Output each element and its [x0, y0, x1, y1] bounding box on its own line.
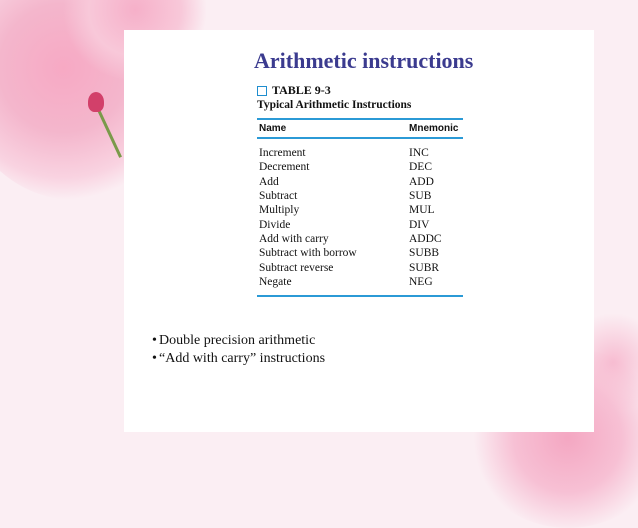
- square-outline-icon: [257, 86, 267, 96]
- instruction-name: Divide: [259, 218, 291, 231]
- instruction-name: Subtract reverse: [259, 261, 334, 274]
- bullet-text: Double precision arithmetic: [159, 333, 316, 348]
- table-row: [257, 160, 463, 174]
- table-subtitle: Typical Arithmetic Instructions: [257, 99, 412, 111]
- bullet-dot: •: [152, 351, 157, 366]
- table-row: [257, 217, 463, 231]
- table-header: [257, 120, 463, 137]
- instruction-mnemonic: SUBR: [409, 261, 440, 274]
- table-row: [257, 232, 463, 246]
- instruction-name: Add with carry: [259, 232, 329, 245]
- column-header-mnemonic: Mnemonic: [409, 123, 459, 134]
- table-row: [257, 260, 463, 274]
- instruction-name: Multiply: [259, 204, 300, 217]
- table-row: [257, 275, 463, 289]
- bullet-dot: •: [152, 333, 157, 348]
- instruction-mnemonic: ADDC: [409, 232, 442, 245]
- slide-panel: [124, 30, 594, 432]
- table-row: [257, 246, 463, 260]
- table-caption-row: [257, 83, 463, 98]
- instruction-mnemonic: INC: [409, 147, 429, 160]
- instruction-mnemonic: NEG: [409, 275, 433, 288]
- instruction-mnemonic: ADD: [409, 175, 434, 188]
- slide-title: Arithmetic instructions: [254, 48, 474, 73]
- instruction-mnemonic: MUL: [409, 204, 435, 217]
- table-caption: TABLE 9-3: [272, 83, 331, 97]
- table-row: [257, 189, 463, 203]
- instruction-name: Add: [259, 175, 279, 188]
- instruction-name: Decrement: [259, 161, 310, 174]
- column-header-name: Name: [259, 123, 287, 134]
- rose-bud-icon: [88, 92, 104, 112]
- instruction-name: Negate: [259, 275, 292, 288]
- table-row: [257, 146, 463, 160]
- instruction-mnemonic: SUB: [409, 190, 432, 203]
- table-rule-bottom: [257, 295, 463, 297]
- table-body: [257, 139, 463, 295]
- bullet-item: [152, 332, 325, 350]
- bullet-list: [152, 332, 325, 368]
- instruction-mnemonic: DIV: [409, 218, 430, 231]
- instruction-name: Increment: [259, 147, 306, 160]
- instruction-mnemonic: SUBB: [409, 247, 440, 260]
- instruction-mnemonic: DEC: [409, 161, 432, 174]
- bullet-text: “Add with carry” instructions: [159, 351, 326, 366]
- instruction-table: [257, 83, 463, 297]
- bullet-item: [152, 350, 325, 368]
- instruction-name: Subtract: [259, 190, 298, 203]
- table-row: [257, 203, 463, 217]
- instruction-name: Subtract with borrow: [259, 247, 357, 260]
- table-row: [257, 175, 463, 189]
